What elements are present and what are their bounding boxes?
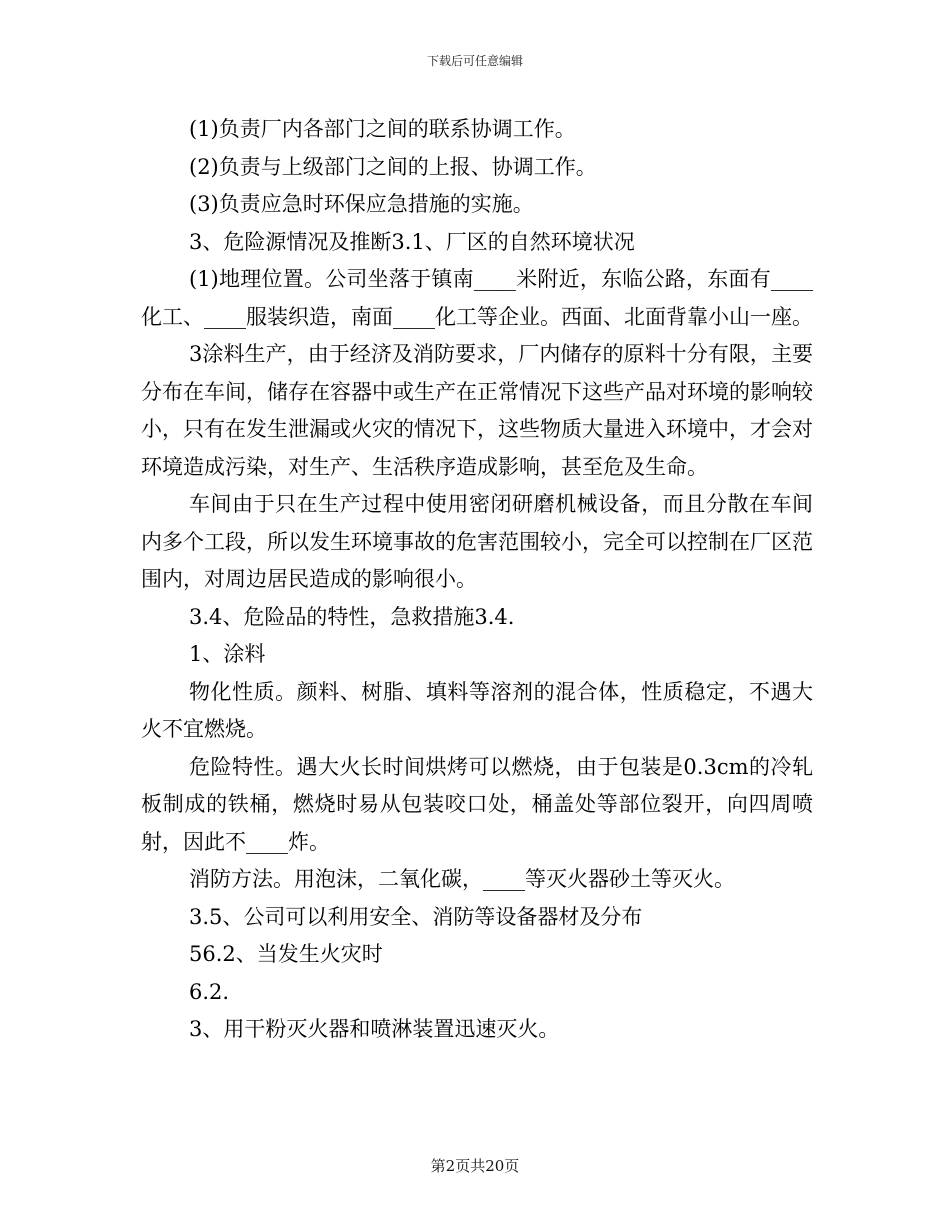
paragraph-extinguisher: 3、用干粉灭火器和喷淋装置迅速灭火。 [189,1017,560,1041]
paragraph-location: (1)地理位置。公司坐落于镇南____米附近，东临公路，东面有____化工、____服装织造，南面____化工等企业。西面、北面背靠小山一座。 [141,267,813,329]
paragraph-firefighting-method: 消防方法。用泡沫，二氧化碳，____等灭火器砂土等灭火。 [189,867,735,891]
section-number-6-2: 6.2. [189,979,230,1004]
section-heading-equipment: 3.5、公司可以利用安全、消防等设备器材及分布 [189,904,643,929]
subheading-coating: 1、涂料 [189,642,266,666]
document-body [141,111,813,1049]
paragraph-hazard-characteristics: 危险特性。遇大火长时间烘烤可以燃烧，由于包装是0.3cm的冷轧板制成的铁桶，燃烧时易从包装咬口处，桶盖处等部位裂开，向四周喷射，因此不____炸。 [141,754,813,854]
section-heading-fire: 56.2、当发生火灾时 [189,942,383,966]
page-header-note: 下载后可任意编辑 [426,54,523,68]
paragraph-duty-2: (2)负责与上级部门之间的上报、协调工作。 [189,154,597,179]
paragraph-coating-production: 3涂料生产，由于经济及消防要求，厂内储存的原料十分有限，主要分布在车间，储存在容器中或生产在正常情况下这些产品对环境的影响较小，只有在发生泄漏或火灾的情况下，这些物质大量进入环境中，才会对环境造成污染，对生产、生活秩序造成影响，甚至危及生命。 [141,342,813,479]
paragraph-physical-properties: 物化性质。颜料、树脂、填料等溶剂的混合体，性质稳定，不遇大火不宜燃烧。 [141,679,813,741]
paragraph-workshop: 车间由于只在生产过程中使用密闭研磨机械设备，而且分散在车间内多个工段，所以发生环境事故的危害范围较小，完全可以控制在厂区范围内，对周边居民造成的影响很小。 [141,492,813,591]
section-heading-hazard: 3、危险源情况及推断3.1、厂区的自然环境状况 [189,229,635,254]
section-heading-hazardous-goods: 3.4、危险品的特性，急救措施3.4. [189,604,515,629]
paragraph-duty-3: (3)负责应急时环保应急措施的实施。 [189,192,534,216]
page-footer-number: 第2页共20页 [430,1157,520,1175]
paragraph-duty-1: (1)负责厂内各部门之间的联系协调工作。 [189,117,576,141]
